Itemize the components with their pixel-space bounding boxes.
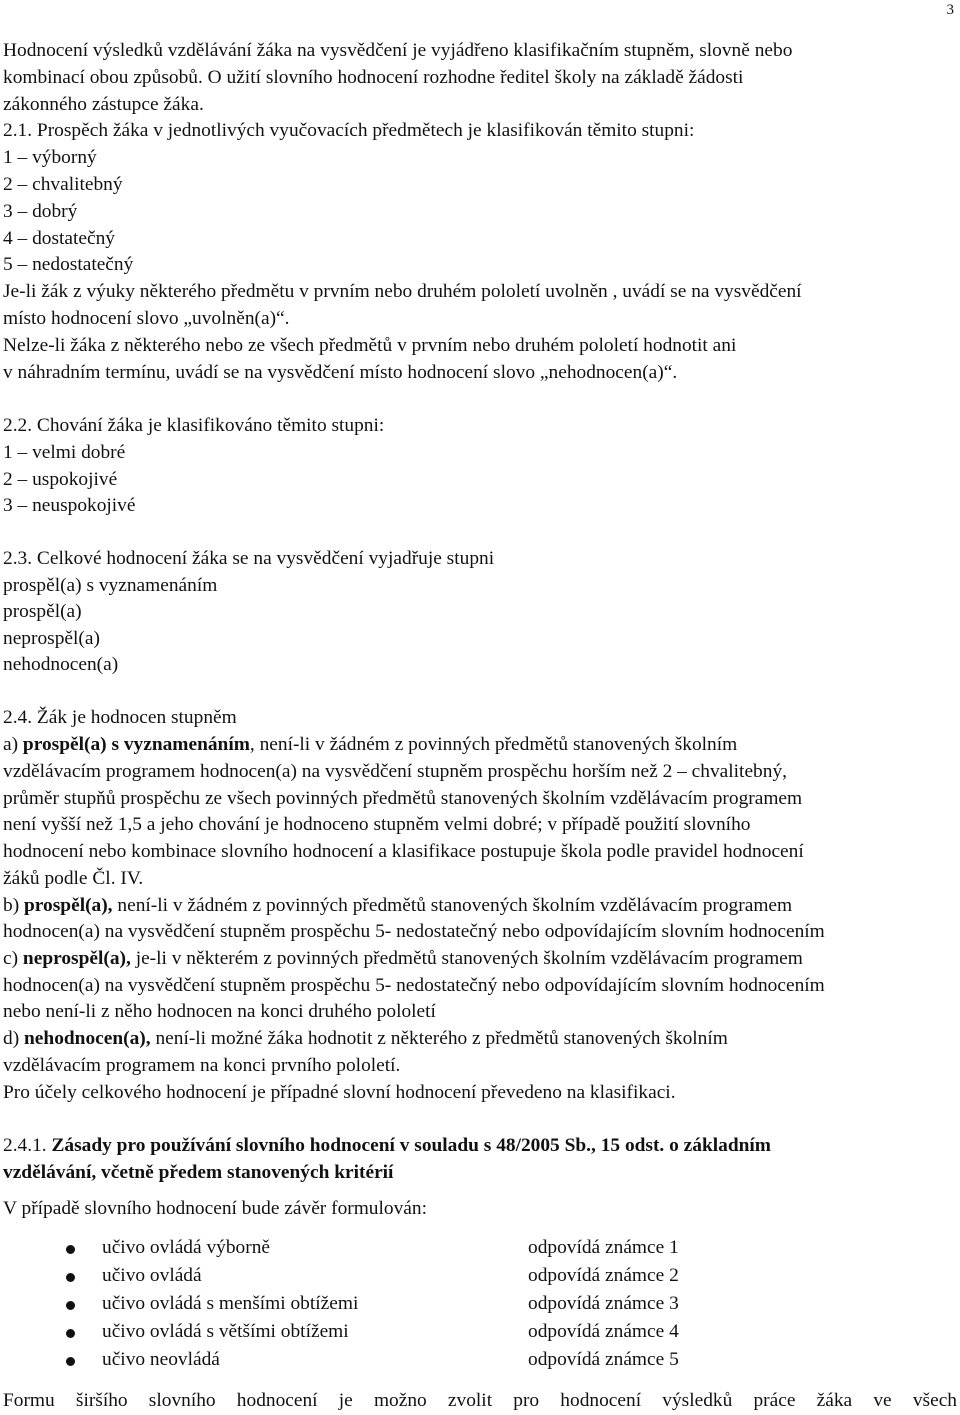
- item-b-line: b) prospěl(a), není-li v žádném z povinných předmětů stanovených školním vzdělávacím programem: [3, 895, 793, 916]
- criteria-grade: odpovídá známce 3: [528, 1293, 679, 1314]
- overall-item: prospěl(a) s vyznamenáním: [3, 575, 218, 596]
- grade-item: 5 – nedostatečný: [3, 254, 134, 275]
- bullet-icon: [66, 1301, 75, 1310]
- overall-item: nehodnocen(a): [3, 654, 119, 675]
- paragraph-line: v náhradním termínu, uvádí se na vysvědčení místo hodnocení slovo „nehodnocen(a)“.: [3, 362, 678, 383]
- item-a-line: a) prospěl(a) s vyznamenáním, není-li v žádném z povinných předmětů stanovených školním: [3, 734, 738, 755]
- section-heading-2-3: 2.3. Celkové hodnocení žáka se na vysvědčení vyjadřuje stupni: [3, 548, 495, 569]
- page-number: 3: [946, 2, 954, 18]
- paragraph-line: Je-li žák z výuky některého předmětu v prvním nebo druhém pololetí uvolněn , uvádí se na vysvědčení: [3, 281, 802, 302]
- paragraph-line: průměr stupňů prospěchu ze všech povinných předmětů stanovených školním vzdělávacím programem: [3, 788, 803, 809]
- item-d-line: d) nehodnocen(a), není-li možné žáka hodnotit z některého z předmětů stanovených školním: [3, 1028, 728, 1049]
- list-item: [0, 1264, 960, 1292]
- paragraph-line: vzdělávacím programem hodnocen(a) na vysvědčení stupněm prospěchu horším než 2 – chvalitebný,: [3, 761, 787, 782]
- section-heading-2-4-1: 2.4.1. Zásady pro používání slovního hodnocení v souladu s 48/2005 Sb., 15 odst. o základním: [3, 1135, 771, 1156]
- list-item: [0, 1292, 960, 1320]
- item-c-line: c) neprospěl(a), je-li v některém z povinných předmětů stanovených školním vzdělávacím programem: [3, 948, 803, 969]
- criteria-description: učivo neovládá: [102, 1349, 220, 1370]
- paragraph-line: vzdělávacím programem na konci prvního pololetí.: [3, 1055, 401, 1076]
- bullet-icon: [66, 1245, 75, 1254]
- paragraph-line: Pro účely celkového hodnocení je případné slovní hodnocení převedeno na klasifikaci.: [3, 1082, 676, 1103]
- behavior-item: 3 – neuspokojivé: [3, 495, 136, 516]
- grade-item: 4 – dostatečný: [3, 228, 116, 249]
- bullet-icon: [66, 1273, 75, 1282]
- overall-item: neprospěl(a): [3, 628, 100, 649]
- criteria-grade: odpovídá známce 5: [528, 1349, 679, 1370]
- criteria-grade: odpovídá známce 4: [528, 1321, 679, 1342]
- paragraph-line: hodnocen(a) na vysvědčení stupněm prospěchu 5- nedostatečný nebo odpovídajícím slovním hodnocením: [3, 975, 825, 996]
- section-heading-2-2: 2.2. Chování žáka je klasifikováno těmito stupni:: [3, 415, 385, 436]
- bullet-icon: [66, 1329, 75, 1338]
- grade-item: 3 – dobrý: [3, 201, 78, 222]
- section-heading-2-4: 2.4. Žák je hodnocen stupněm: [3, 707, 237, 728]
- behavior-item: 2 – uspokojivé: [3, 469, 118, 490]
- paragraph-line: hodnocení nebo kombinace slovního hodnocení a klasifikace postupuje škola podle pravidel hodnocení: [3, 841, 804, 862]
- paragraph-line: V případě slovního hodnocení bude závěr formulován:: [3, 1198, 427, 1219]
- paragraph-line: zákonného zástupce žáka.: [3, 94, 204, 115]
- criteria-description: učivo ovládá s menšími obtížemi: [102, 1293, 359, 1314]
- list-item: [0, 1348, 960, 1376]
- criteria-grade: odpovídá známce 1: [528, 1237, 679, 1258]
- paragraph-line: Formu širšího slovního hodnocení je možno zvolit pro hodnocení výsledků práce žáka ve všech: [3, 1390, 957, 1411]
- grade-item: 1 – výborný: [3, 147, 97, 168]
- overall-item: prospěl(a): [3, 601, 82, 622]
- paragraph-line: místo hodnocení slovo „uvolněn(a)“.: [3, 308, 290, 329]
- paragraph-line: Nelze-li žáka z některého nebo ze všech předmětů v prvním nebo druhém pololetí hodnotit ani: [3, 335, 737, 356]
- criteria-description: učivo ovládá: [102, 1265, 202, 1286]
- section-heading-2-4-1-cont: vzdělávání, včetně předem stanovených kritérií: [3, 1162, 394, 1183]
- behavior-item: 1 – velmi dobré: [3, 442, 126, 463]
- list-item: [0, 1320, 960, 1348]
- section-heading-2-1: 2.1. Prospěch žáka v jednotlivých vyučovacích předmětech je klasifikován těmito stupni:: [3, 120, 695, 141]
- paragraph-line: kombinací obou způsobů. O užití slovního hodnocení rozhodne ředitel školy na základě žádosti: [3, 67, 744, 88]
- paragraph-line: nebo není-li z něho hodnocen na konci druhého pololetí: [3, 1001, 436, 1022]
- criteria-description: učivo ovládá s většími obtížemi: [102, 1321, 349, 1342]
- grade-item: 2 – chvalitebný: [3, 174, 123, 195]
- paragraph-line: Hodnocení výsledků vzdělávání žáka na vysvědčení je vyjádřeno klasifikačním stupněm, slovně nebo: [3, 40, 793, 61]
- criteria-grade: odpovídá známce 2: [528, 1265, 679, 1286]
- criteria-description: učivo ovládá výborně: [102, 1237, 271, 1258]
- paragraph-line: žáků podle Čl. IV.: [3, 868, 144, 889]
- bullet-icon: [66, 1357, 75, 1366]
- list-item: [0, 1236, 960, 1264]
- paragraph-line: není vyšší než 1,5 a jeho chování je hodnoceno stupněm velmi dobré; v případě použití slovního: [3, 814, 751, 835]
- paragraph-line: hodnocen(a) na vysvědčení stupněm prospěchu 5- nedostatečný nebo odpovídajícím slovním hodnocením: [3, 921, 825, 942]
